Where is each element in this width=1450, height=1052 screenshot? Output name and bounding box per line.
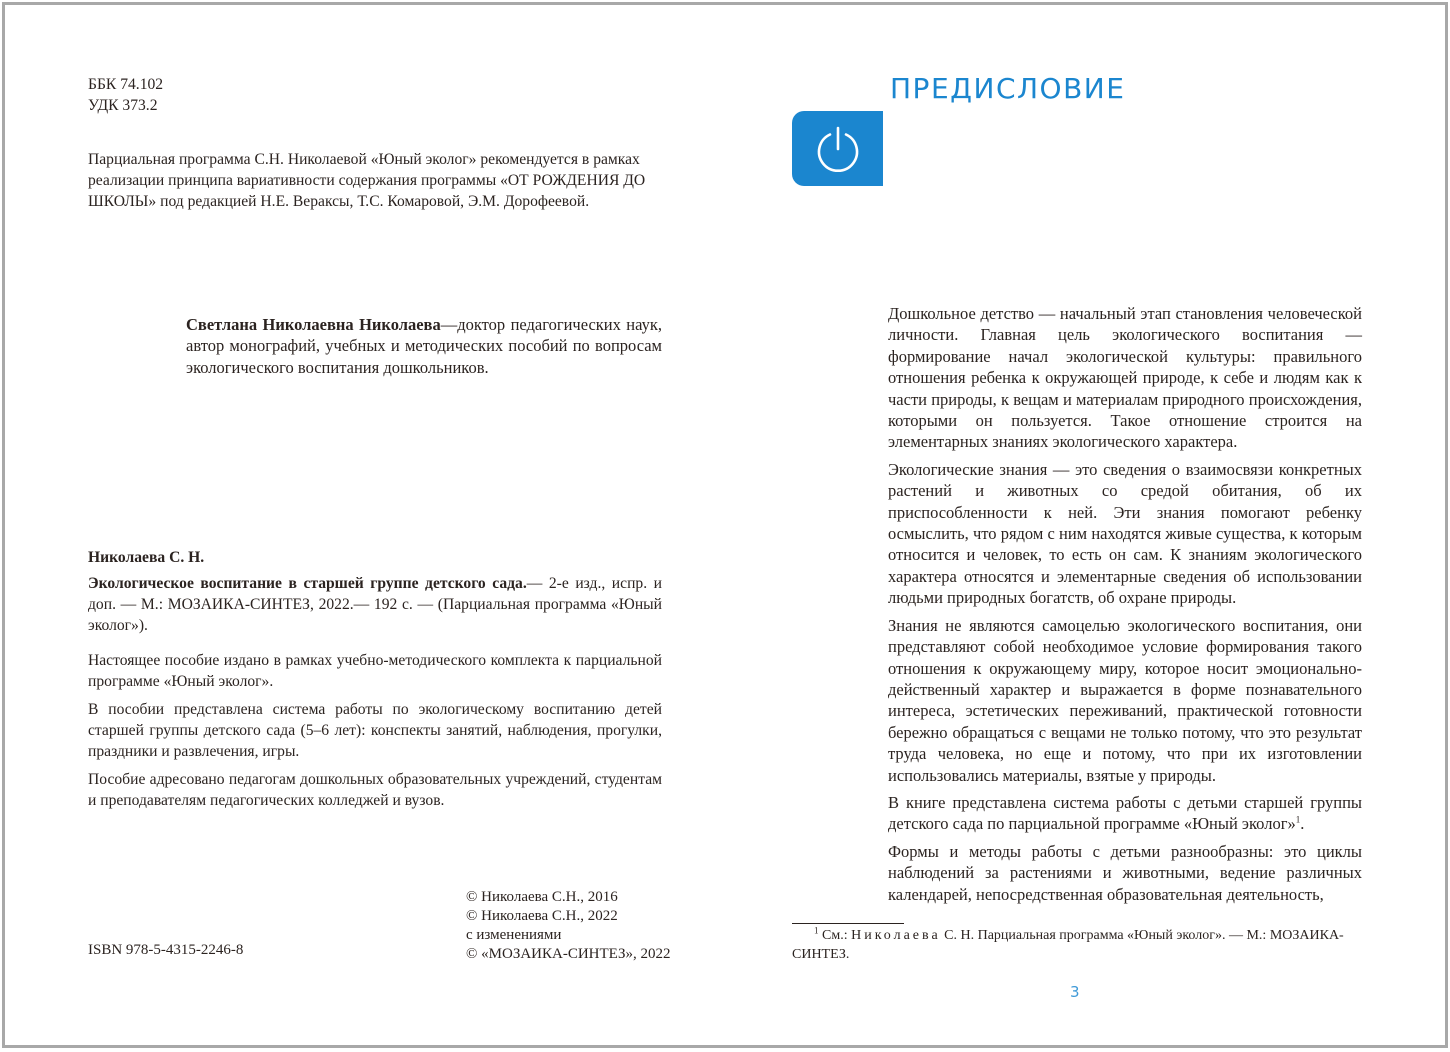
copyright-line: © Николаева С.Н., 2016 — [466, 889, 618, 905]
author-bio — [186, 314, 662, 379]
footnote-ref: 1 — [1295, 814, 1301, 825]
power-icon — [814, 125, 862, 173]
author-bio-text: —доктор педагогических наук, автор монографий, учебных и методических пособий по вопросам экологического воспитания дошкольников. — [186, 314, 662, 377]
biblio-paragraph: Пособие адресовано педагогам дошкольных образовательных учреждений, студентам и преподавателям педагогических колледжей и вузов. — [88, 771, 662, 809]
preface-paragraph: Дошкольное детство — начальный этап становления человеческой личности. Главная цель экологического воспитания — формирование начал экологической культуры: правильного отношения ребенка к окружающей природе, к себе и людям как к части природы, к вещам и материалам природного происхождения, которыми он пользуется. Такое отношение строится на элементарных знаниях экологического характера. — [888, 304, 1362, 452]
preface-paragraph-text: В книге представлена система работы с детьми старшей группы детского сада по парциальной программе «Юный эколог» — [888, 792, 1362, 834]
footnote-separator — [792, 923, 904, 924]
bibliographic-block — [88, 547, 662, 818]
period: . — [1300, 814, 1305, 834]
biblio-details: — 2-е изд., испр. и доп. — М.: МОЗАИКА-СИНТЕЗ, 2022.— 192 с. — (Парциальная программа «Юный эколог»). — [88, 575, 662, 634]
copyright-block — [466, 888, 671, 964]
isbn: ISBN 978-5-4315-2246-8 — [88, 942, 244, 958]
footnote-author: Николаева — [851, 928, 941, 943]
preface-paragraph: Формы и методы работы с детьми разнообразны: это циклы наблюдений за растениями и животными, ведение различных календарей, непосредственная образовательная деятельность, — [888, 841, 1362, 904]
chapter-icon-box — [792, 111, 883, 186]
preface-body — [888, 303, 1362, 911]
preface-paragraph: Знания не являются самоцелью экологического воспитания, они представляют собой необходимое условие формирования такого отношения к окружающему миру, которое носит эмоционально-действенный характер и выражается в форме познавательного интереса, эстетических переживаний, практической готовности бережно обращаться с вещами не только потому, что это результат труда человека, но еще и потому, что при их изготовлении использовались материалы, взятые у природы. — [888, 615, 1362, 785]
udk-code: УДК 373.2 — [88, 97, 158, 114]
footnote-text: С. Н. Парциальная программа «Юный эколог». — М.: МОЗАИКА-СИНТЕЗ. — [792, 928, 1344, 962]
preface-paragraph: Экологические знания — это сведения о взаимосвязи конкретных растений и животных со средой обитания, об их приспособленности к ней. Эти знания помогают ребенку осмыслить, что рядом с ним находятся живые существа, к которым относится и человек, то есть он сам. К знаниям экологического характера относятся и элементарные сведения об использовании людьми природных богатств, об охране природы. — [888, 459, 1362, 608]
chapter-heading: ПРЕДИСЛОВИЕ — [890, 72, 1126, 105]
footnote-indent — [792, 928, 814, 943]
footnote — [792, 926, 1362, 964]
footnote-marker: 1 — [814, 925, 819, 936]
preface-paragraph — [888, 792, 1362, 835]
footnote-prefix: См.: — [822, 928, 848, 943]
biblio-entry — [88, 573, 662, 636]
biblio-title: Экологическое воспитание в старшей группе детского сада. — [88, 575, 527, 592]
copyright-line: © «МОЗАИКА-СИНТЕЗ», 2022 — [466, 946, 671, 962]
classification-block — [88, 74, 163, 116]
author-name: Светлана Николаевна Николаева — [186, 314, 441, 334]
copyright-line: с изменениями — [466, 927, 562, 943]
page-number: 3 — [1070, 983, 1080, 1001]
biblio-author: Николаева С. Н. — [88, 549, 205, 566]
bbk-code: ББК 74.102 — [88, 76, 164, 93]
biblio-paragraph: Настоящее пособие издано в рамках учебно-методического комплекта к парциальной программе «Юный эколог». — [88, 652, 662, 690]
biblio-paragraph: В пособии представлена система работы по экологическому воспитанию детей старшей группы детского сада (5–6 лет): конспекты занятий, наблюдения, прогулки, праздники и развлечения, игры. — [88, 701, 662, 760]
partial-program-note: Парциальная программа С.Н. Николаевой «Юный эколог» рекомендуется в рамках реализации принципа вариативности содержания программы «ОТ РОЖДЕНИЯ ДО ШКОЛЫ» под редакцией Н.Е. Вераксы, Т.С. Комаровой, Э.М. Дорофеевой. — [88, 151, 646, 210]
copyright-line: © Николаева С.Н., 2022 — [466, 908, 618, 924]
